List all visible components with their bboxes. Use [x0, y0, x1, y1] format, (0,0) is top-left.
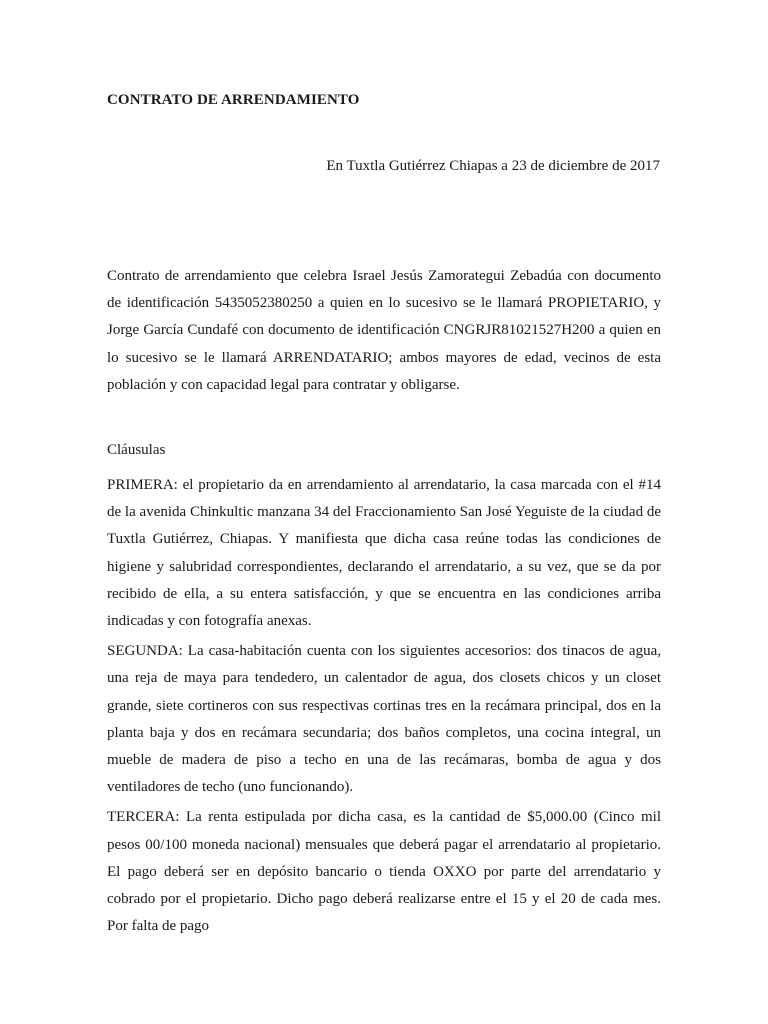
- clauses-heading: Cláusulas: [107, 442, 166, 458]
- clause-segunda: SEGUNDA: La casa-habitación cuenta con los siguientes accesorios: dos tinacos de agua, una reja de maya para tendedero, un calentador de agua, dos closets chicos y un closet grande, siete cortineros con sus respectivas cortinas tres en la recámara principal, dos en la planta baja y dos en recámara secundaria; dos baños completos, una cocina integral, un mueble de madera de piso a techo en una de las recámaras, bomba de agua y dos ventiladores de techo (uno funcionando).: [107, 643, 661, 796]
- intro-paragraph: Contrato de arrendamiento que celebra Israel Jesús Zamorategui Zebadúa con documento de identificación 5435052380250 a quien en lo sucesivo se le llamará PROPIETARIO, y Jorge García Cundafé con documento de identificación CNGRJR81021527H200 a quien en lo sucesivo se le llamará ARRENDATARIO; ambos mayores de edad, vecinos de esta población y con capacidad legal para contratar y obligarse.: [107, 268, 661, 393]
- clauses-section: [107, 472, 661, 943]
- place-date-line: En Tuxtla Gutiérrez Chiapas a 23 de diciembre de 2017: [326, 158, 660, 174]
- document-title: CONTRATO DE ARRENDAMIENTO: [107, 92, 360, 108]
- clause-tercera: TERCERA: La renta estipulada por dicha casa, es la cantidad de $5,000.00 (Cinco mil pesos 00/100 moneda nacional) mensuales que deberá pagar el arrendatario al propietario. El pago deberá ser en depósito bancario o tienda OXXO por parte del arrendatario y cobrado por el propietario. Dicho pago deberá realizarse entre el 15 y el 20 de cada mes. Por falta de pago: [107, 809, 661, 935]
- intro-section: [107, 263, 661, 399]
- clause-primera: PRIMERA: el propietario da en arrendamiento al arrendatario, la casa marcada con el #14 de la avenida Chinkultic manzana 34 del Fraccionamiento San José Yeguiste de la ciudad de Tuxtla Gutiérrez, Chiapas. Y manifiesta que dicha casa reúne todas las condiciones de higiene y salubridad correspondientes, declarando el arrendatario, a su vez, que se da por recibido de ella, a su entera satisfacción, y que se encuentra en las condiciones arriba indicadas y con fotografía anexas.: [107, 477, 661, 630]
